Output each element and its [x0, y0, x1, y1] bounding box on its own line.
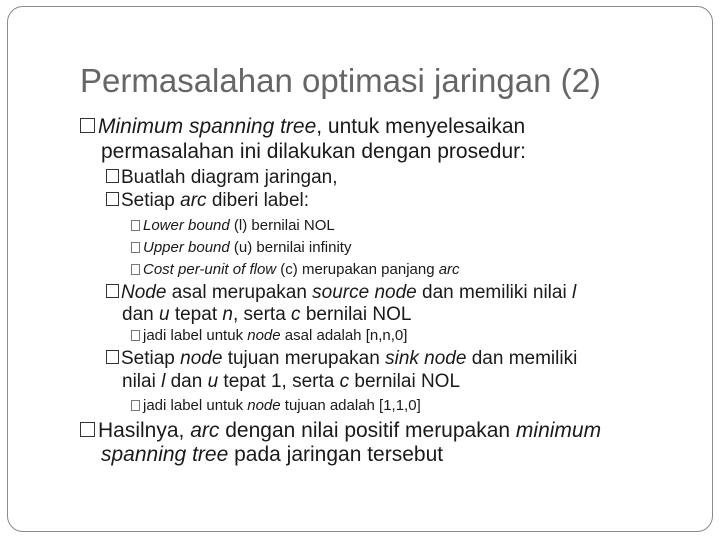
- bullet-marker: [131, 330, 140, 341]
- italic-text: u: [207, 371, 219, 392]
- bullet-text: pada jaringan tersebut: [228, 443, 444, 466]
- italic-text: l: [571, 282, 577, 303]
- bullet-marker: [131, 220, 140, 231]
- bullet-text: asal adalah [n,n,0]: [280, 327, 408, 344]
- bullet-text: permasalahan ini dilakukan dengan prosedur:: [101, 140, 526, 163]
- bullet-line: [122, 304, 411, 326]
- italic-text: sink node: [385, 348, 467, 369]
- italic-text: node: [180, 348, 223, 369]
- slide-title: Permasalahan optimasi jaringan (2): [80, 62, 601, 99]
- italic-text: Cost per-unit of flow: [143, 261, 277, 278]
- bullet-text: dengan nilai positif merupakan: [219, 419, 516, 442]
- italic-text: Upper bound: [143, 239, 230, 256]
- bullet-text: , serta: [232, 304, 292, 325]
- bullet-line: [80, 419, 601, 443]
- bullet-line: [106, 282, 576, 304]
- bullet-text: tepat 1, serta: [218, 371, 340, 392]
- bullet-text: dan: [122, 304, 159, 325]
- bullet-line: [106, 348, 577, 370]
- bullet-text: asal merupakan: [166, 282, 313, 303]
- bullet-line: [131, 261, 460, 278]
- bullet-marker: [131, 242, 140, 253]
- bullet-marker: [106, 284, 119, 298]
- bullet-line: [101, 443, 443, 467]
- bullet-text: dan memiliki nilai: [416, 282, 572, 303]
- italic-text: c: [291, 304, 301, 325]
- bullet-text: bernilai NOL: [300, 304, 412, 325]
- bullet-line: [101, 140, 526, 164]
- bullet-text: (u) bernilai infinity: [229, 239, 352, 256]
- bullet-text: Setiap: [121, 348, 181, 369]
- italic-text: Lower bound: [143, 217, 230, 234]
- italic-text: n: [222, 304, 233, 325]
- bullet-line: [122, 371, 460, 393]
- bullet-text: diberi label:: [206, 190, 310, 211]
- bullet-text: (l) bernilai NOL: [229, 217, 335, 234]
- bullet-text: (c) merupakan panjang: [276, 261, 439, 278]
- bullet-text: Setiap: [121, 190, 181, 211]
- bullet-text: jadi label untuk: [143, 327, 248, 344]
- bullet-text: , untuk menyelesaikan: [316, 115, 526, 138]
- bullet-marker: [106, 169, 119, 183]
- bullet-text: Hasilnya,: [98, 419, 191, 442]
- italic-text: node: [247, 327, 281, 344]
- bullet-line: [106, 190, 309, 212]
- bullet-marker: [131, 400, 140, 411]
- italic-text: Node: [121, 282, 167, 303]
- bullet-line: [131, 397, 421, 414]
- bullet-marker: [80, 118, 95, 133]
- bullet-text: dan memiliki: [466, 348, 578, 369]
- bullet-text: tepat: [169, 304, 223, 325]
- bullet-line: [131, 217, 335, 234]
- italic-text: arc: [438, 261, 460, 278]
- bullet-line: [80, 115, 525, 139]
- bullet-text: nilai: [122, 371, 162, 392]
- bullet-marker: [106, 192, 119, 206]
- bullet-line: [131, 239, 351, 256]
- italic-text: arc: [180, 190, 207, 211]
- bullet-line: [131, 327, 407, 344]
- bullet-marker: [106, 350, 119, 364]
- bullet-marker: [80, 422, 95, 437]
- bullet-text: tujuan merupakan: [222, 348, 386, 369]
- bullet-marker: [131, 264, 140, 275]
- italic-text: c: [339, 371, 350, 392]
- italic-text: node: [247, 397, 281, 414]
- bullet-text: tujuan adalah [1,1,0]: [280, 397, 421, 414]
- bullet-text: dan: [165, 371, 208, 392]
- bullet-text: jadi label untuk: [143, 397, 248, 414]
- italic-text: spanning tree: [101, 443, 229, 466]
- bullet-text: bernilai NOL: [349, 371, 461, 392]
- italic-text: arc: [190, 419, 220, 442]
- bullet-line: [106, 167, 338, 189]
- italic-text: minimum: [515, 419, 602, 442]
- italic-text: u: [158, 304, 170, 325]
- italic-text: l: [161, 371, 166, 392]
- bullet-text: Buatlah diagram jaringan,: [121, 167, 338, 188]
- italic-text: source node: [312, 282, 417, 303]
- italic-text: Minimum spanning tree: [98, 115, 317, 138]
